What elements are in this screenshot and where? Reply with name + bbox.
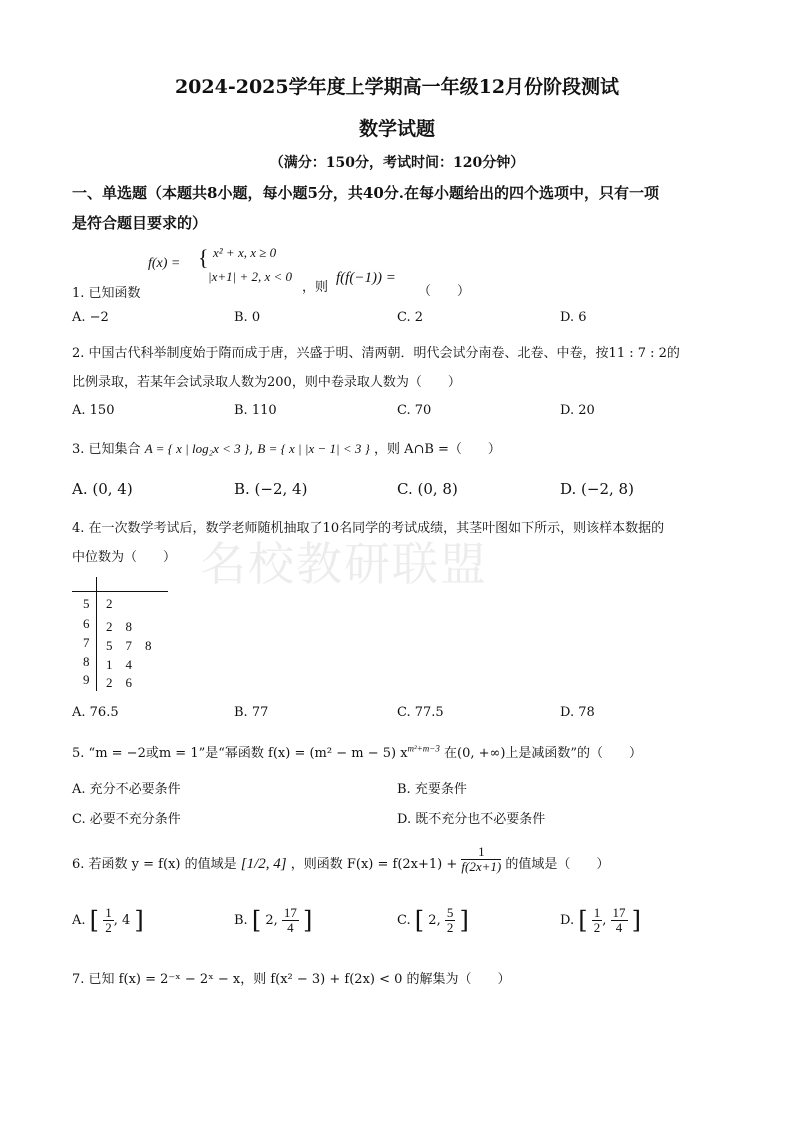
q3-text: 已知集合 — [88, 442, 141, 457]
q4-option-b[interactable]: B. 77 — [234, 705, 269, 720]
q6-option-a[interactable]: A. [ $\frac{1}{2}$ , 4 ] — [72, 905, 144, 935]
q1-suffix: ，则 — [302, 280, 329, 295]
q6-c-label: C. — [397, 913, 411, 928]
q6-text-a: 若函数 y = f(x) 的值域是 — [88, 857, 237, 872]
q1-num: 1. — [72, 286, 85, 301]
q6-text-b: ，则函数 F(x) = f(2x+1) + — [290, 857, 458, 872]
q6-b-right-num: 17 — [283, 905, 297, 920]
q1-blank: （ ） — [418, 284, 471, 299]
q1-ask: f(f(−1)) = — [336, 270, 396, 286]
q6-stem — [72, 844, 610, 874]
q6-c-left: 2 — [428, 913, 437, 928]
q4-option-c[interactable]: C. 77.5 — [397, 705, 444, 720]
q1-prefix: 已知函数 — [88, 286, 141, 301]
q6-frac-num: 1 — [461, 845, 501, 860]
q4-option-d[interactable]: D. 78 — [560, 705, 595, 720]
leaf-row: 2 8 — [106, 619, 133, 634]
q4-num: 4. — [72, 521, 85, 536]
q6-fraction — [461, 845, 501, 874]
q2-option-a[interactable]: A. 150 — [72, 403, 115, 418]
page-title: 2024-2025学年度上学期高一年级12月份阶段测试 — [174, 76, 620, 98]
q6-b-label: B. — [234, 913, 248, 928]
q6-d-label: D. — [560, 913, 575, 928]
q4-text-line1: 在一次数学考试后，数学老师随机抽取了10名同学的考试成绩，其茎叶图如下所示，则该样本数据的 — [88, 521, 665, 536]
leaf-row: 2 — [106, 596, 113, 611]
q2-option-b[interactable]: B. 110 — [234, 403, 277, 418]
q2-option-c[interactable]: C. 70 — [397, 403, 432, 418]
stem-row: 6 — [83, 616, 90, 631]
q6-option-d[interactable]: D. [ $\frac{1}{2}$ , $\frac{17}{4}$ ] — [560, 905, 642, 935]
q6-d-left-num: 1 — [593, 905, 601, 920]
q6-b-right-den: 4 — [287, 920, 294, 935]
stem-row: 5 — [83, 596, 90, 611]
q7-num: 7. — [72, 972, 85, 987]
q6-a-right: 4 — [121, 913, 131, 928]
q3-option-a[interactable]: A. (0, 4) — [72, 480, 133, 498]
q3-set-b: B = { x | |x − 1| < 3 } — [257, 441, 370, 456]
q5-option-a[interactable]: A. 充分不必要条件 — [72, 782, 181, 797]
q3-option-c[interactable]: C. (0, 8) — [397, 480, 458, 498]
q3-set-a: A = { x | log₂x < 3 } — [144, 441, 250, 456]
q1-stem — [72, 282, 141, 301]
q1-brace-icon: { — [198, 245, 209, 270]
q1-func: f(x) = — [148, 256, 181, 271]
q6-c-right-den: 2 — [446, 920, 454, 935]
q2-option-d[interactable]: D. 20 — [560, 403, 595, 418]
q3-option-d[interactable]: D. (−2, 8) — [560, 480, 634, 498]
q1-option-a[interactable]: A. −2 — [72, 310, 109, 325]
stem-row: 7 — [83, 635, 90, 650]
q6-a-left-den: 2 — [105, 920, 112, 935]
q6-d-right-num: 17 — [612, 905, 626, 920]
q5-stem — [72, 742, 642, 761]
q1-option-b[interactable]: B. 0 — [234, 310, 261, 325]
leaf-row: 2 6 — [106, 675, 133, 690]
q5-option-d[interactable]: D. 既不充分也不必要条件 — [397, 812, 546, 827]
q5-text-b: 在(0, +∞)上是减函数”的（ ） — [439, 746, 643, 761]
q3-ask: ，则 A∩B =（ ） — [373, 442, 501, 457]
q6-num: 6. — [72, 857, 85, 872]
q6-b-left: 2 — [265, 913, 274, 928]
q7-text: 已知 f(x) = 2⁻ˣ − 2ˣ − x，则 f(x² − 3) + f(2x) < 0 的解集为（ ） — [88, 972, 511, 987]
q6-option-c[interactable]: C. [ 2, $\frac{5}{2}$ ] — [397, 905, 469, 935]
q6-a-label: A. — [72, 913, 86, 928]
q6-option-b[interactable]: B. [ 2, $\frac{17}{4}$ ] — [234, 905, 313, 935]
stem-leaf-horizontal-line — [72, 591, 168, 592]
q5-exponent: m²+m−3 — [407, 743, 440, 754]
q7-stem — [72, 968, 511, 987]
watermark: 名校教研联盟 — [200, 537, 488, 591]
stem-row: 8 — [83, 654, 90, 669]
q3-stem: 3. 已知集合 A = { x | log₂x < 3 }, B = { x | |x − 1| < 3 } ，则 A∩B =（ ） — [72, 441, 501, 457]
q1-case1: x² + x, x ≥ 0 — [213, 245, 277, 260]
q1-case2: |x+1| + 2, x < 0 — [208, 269, 293, 284]
exam-note: （满分：150分，考试时间：120分钟） — [269, 155, 525, 171]
stem-row: 9 — [83, 672, 90, 687]
q6-a-left-num: 1 — [105, 905, 112, 920]
q6-c-right-num: 5 — [446, 905, 454, 920]
q6-range: [1/2, 4] — [240, 856, 287, 872]
q5-option-b[interactable]: B. 充要条件 — [397, 782, 467, 797]
section-heading-line1: 一、单选题（本题共8小题，每小题5分，共40分.在每小题给出的四个选项中，只有一项 — [72, 184, 659, 202]
q6-d-left-den: 2 — [593, 920, 601, 935]
q2-line2: 比例录取，若某年会试录取人数为200，则中卷录取人数为（ ） — [72, 375, 461, 390]
page-subtitle: 数学试题 — [358, 118, 435, 140]
q1-option-c[interactable]: C. 2 — [397, 310, 424, 325]
q1-option-d[interactable]: D. 6 — [560, 310, 587, 325]
q3-num: 3. — [72, 442, 85, 457]
q3-option-b[interactable]: B. (−2, 4) — [234, 480, 308, 498]
q5-text-a: “m = −2或m = 1”是“幂函数 f(x) = (m² − m − 5) x — [88, 746, 408, 761]
q5-option-c[interactable]: C. 必要不充分条件 — [72, 812, 181, 827]
q6-frac-den: f(2x+1) — [461, 859, 502, 874]
q2-line1 — [72, 342, 680, 361]
q4-line2: 中位数为（ ） — [72, 550, 177, 565]
q4-line1 — [72, 517, 664, 536]
q6-text-c: 的值域是（ ） — [505, 857, 610, 872]
q4-option-a[interactable]: A. 76.5 — [72, 705, 119, 720]
q2-num: 2. — [72, 346, 85, 361]
q5-num: 5. — [72, 746, 85, 761]
leaf-row: 1 4 — [106, 657, 133, 672]
leaf-row: 5 7 8 — [106, 638, 152, 653]
stem-leaf-vertical-line — [96, 577, 97, 691]
q6-d-right-den: 4 — [615, 920, 623, 935]
section-heading-line2: 是符合题目要求的） — [72, 214, 208, 232]
q2-text-line1: 中国古代科举制度始于隋而成于唐，兴盛于明、清两朝．明代会试分南卷、北卷、中卷，按11 : 7 : 2的 — [88, 346, 680, 361]
